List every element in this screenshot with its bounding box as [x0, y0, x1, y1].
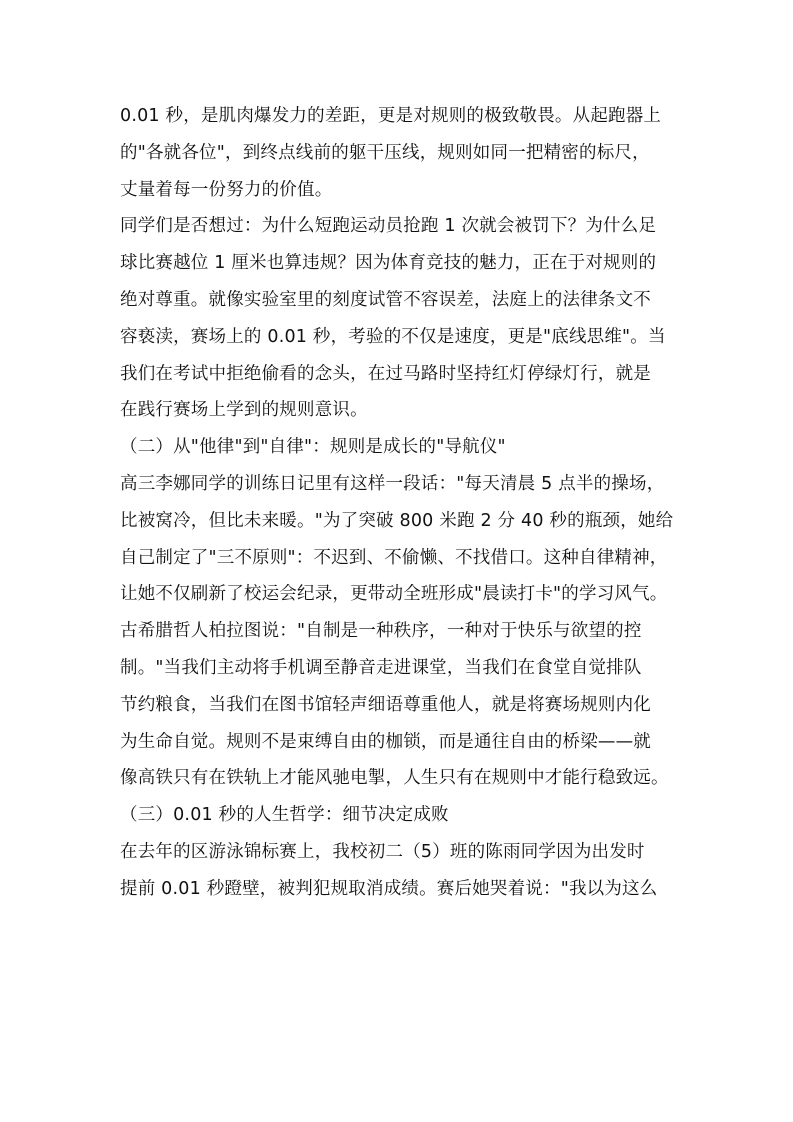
text-line: 我们在考试中拒绝偷看的念头，在过马路时坚持红灯停绿灯行，就是 — [120, 363, 651, 384]
text-line: 古希腊哲人柏拉图说："自制是一种秩序，一种对于快乐与欲望的控 — [120, 621, 642, 642]
text-line: 同学们是否想过：为什么短跑运动员抢跑 1 次就会被罚下？为什么足 — [120, 216, 657, 237]
text-line: 提前 0.01 秒蹬壁，被判犯规取消成绩。赛后她哭着说："我以为这么 — [120, 878, 658, 899]
text-line: 高三李娜同学的训练日记里有这样一段话："每天清晨 5 点半的操场， — [120, 473, 665, 494]
text-line: 让她不仅刷新了校运会纪录，更带动全班形成"晨读打卡"的学习风气。 — [120, 584, 668, 605]
text-line: 节约粮食，当我们在图书馆轻声细语尊重他人，就是将赛场规则内化 — [120, 694, 651, 715]
text-line: 容亵渎，赛场上的 0.01 秒，考验的不仅是速度，更是"底线思维"。当 — [120, 326, 666, 347]
text-line: 丈量着每一份努力的价值。 — [120, 179, 333, 200]
text-line: 的"各就各位"，到终点线前的躯干压线，规则如同一把精密的标尺， — [120, 142, 650, 163]
document-body — [120, 98, 680, 908]
text-line: 像高铁只有在铁轨上才能风驰电掣，人生只有在规则中才能行稳致远。 — [120, 768, 669, 789]
text-line: 为生命自觉。规则不是束缚自由的枷锁，而是通往自由的桥梁——就 — [120, 731, 651, 752]
section-heading: （三）0.01 秒的人生哲学：细节决定成败 — [120, 805, 449, 826]
text-line: 在践行赛场上学到的规则意识。 — [120, 400, 368, 421]
text-line: 比被窝冷，但比未来暖。"为了突破 800 米跑 2 分 40 秒的瓶颈，她给 — [120, 510, 674, 531]
text-line: 在去年的区游泳锦标赛上，我校初二（5）班的陈雨同学因为出发时 — [120, 841, 645, 862]
text-line: 球比赛越位 1 厘米也算违规？因为体育竞技的魅力，正在于对规则的 — [120, 253, 657, 274]
text-line: 绝对尊重。就像实验室里的刻度试管不容误差，法庭上的法律条文不 — [120, 289, 651, 310]
text-line: 制。"当我们主动将手机调至静音走进课堂，当我们在食堂自觉排队 — [120, 657, 642, 678]
text-line: 自己制定了"三不原则"：不迟到、不偷懒、不找借口。这种自律精神， — [120, 547, 668, 568]
section-heading: （二）从"他律"到"自律"：规则是成长的"导航仪" — [120, 437, 506, 458]
text-line: 0.01 秒，是肌肉爆发力的差距，更是对规则的极致敬畏。从起跑器上 — [120, 106, 662, 126]
